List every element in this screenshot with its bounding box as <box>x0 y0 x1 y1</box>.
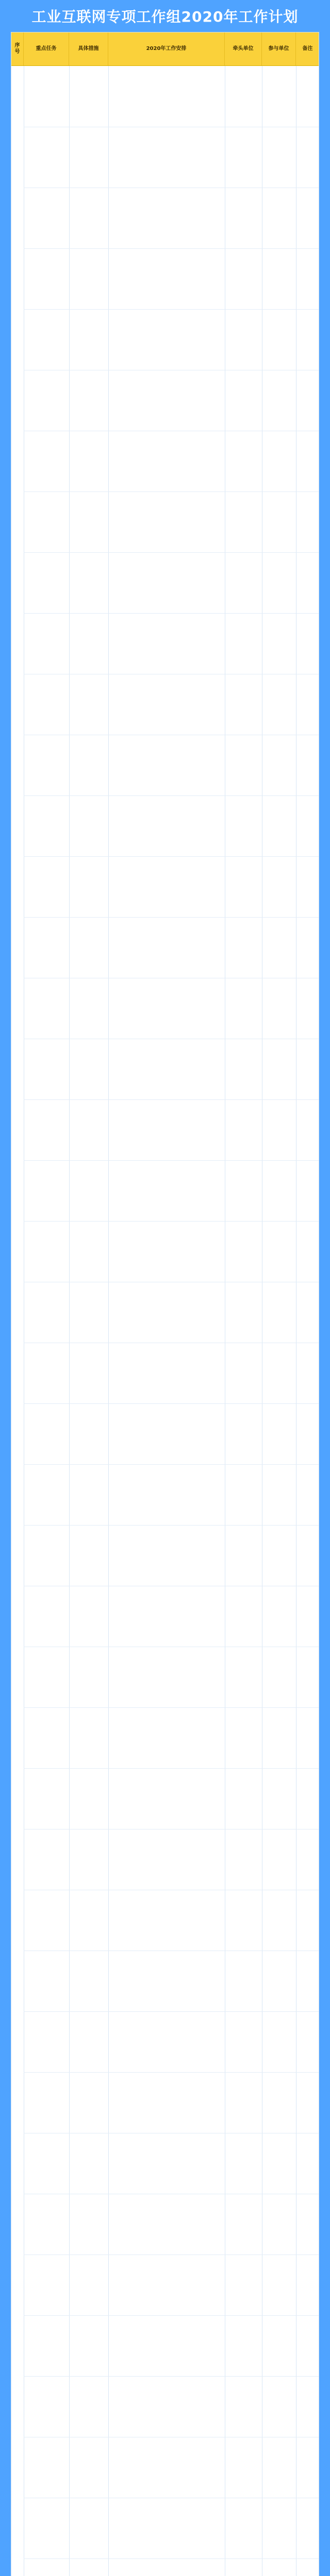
row-separator <box>24 1768 319 1769</box>
row-separator <box>24 795 319 796</box>
row-separator <box>24 309 319 310</box>
row-separator <box>24 552 319 553</box>
header-plan: 2020年工作安排 <box>108 32 225 65</box>
page-title: 工业互联网专项工作组2020年工作计划 <box>31 8 299 25</box>
table-body <box>11 66 319 2576</box>
row-separator <box>24 1525 319 1526</box>
header-remark: 备注 <box>296 32 319 65</box>
row-separator <box>24 248 319 249</box>
row-separator <box>24 2011 319 2012</box>
row-separator <box>24 1464 319 1465</box>
row-separator <box>24 2558 319 2559</box>
row-separator <box>24 1099 319 1100</box>
row-separator <box>24 1707 319 1708</box>
row-separator <box>24 917 319 918</box>
header-index: 序号 <box>11 32 24 65</box>
header-task: 重点任务 <box>24 32 69 65</box>
row-separator <box>24 2376 319 2377</box>
table-header <box>11 32 319 66</box>
column-divider <box>69 66 70 2576</box>
row-separator <box>24 613 319 614</box>
row-separator <box>24 1160 319 1161</box>
work-plan-table <box>11 32 319 2576</box>
row-separator <box>24 2315 319 2316</box>
row-separator <box>24 856 319 857</box>
column-divider <box>108 66 109 2576</box>
header-lead-unit: 牵头单位 <box>225 32 262 65</box>
header-participants: 参与单位 <box>262 32 296 65</box>
row-separator <box>24 2072 319 2073</box>
row-separator <box>24 1221 319 1222</box>
header-measure: 具体措施 <box>69 32 108 65</box>
row-separator <box>24 1403 319 1404</box>
